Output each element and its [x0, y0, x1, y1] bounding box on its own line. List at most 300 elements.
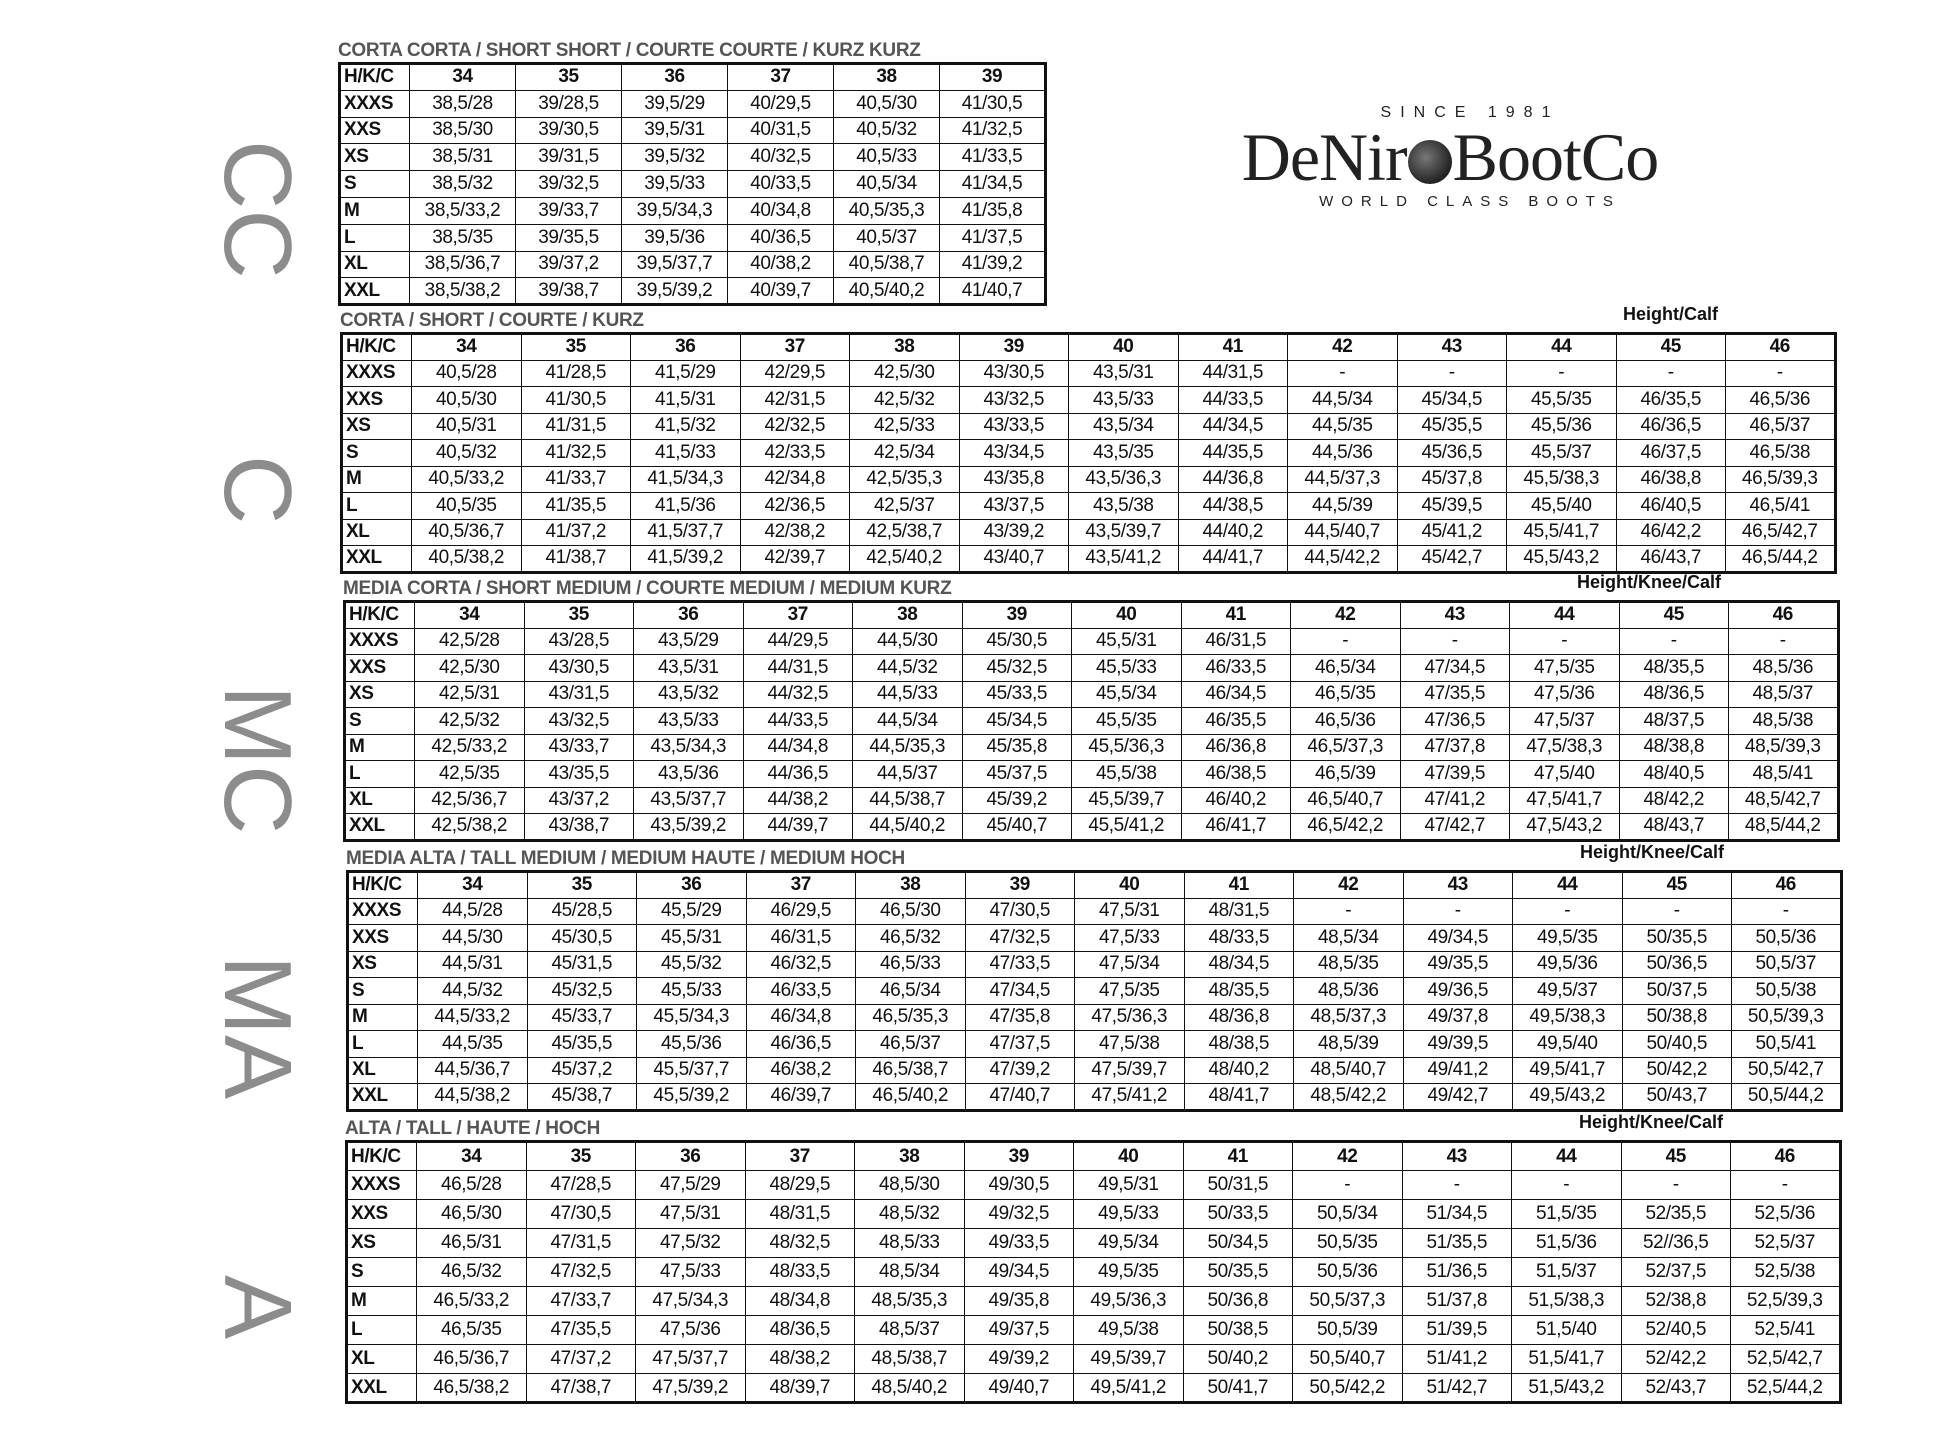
- table-cell: 45/33,7: [527, 1004, 637, 1031]
- size-label: XL: [348, 1057, 418, 1084]
- table-cell: 48/36,8: [1184, 1004, 1294, 1031]
- section-ma: [346, 842, 1824, 1112]
- table-cell: 46/37,5: [1616, 440, 1726, 467]
- size-label: S: [345, 708, 415, 735]
- column-header: 38: [853, 602, 963, 629]
- table-cell: 49/34,5: [964, 1258, 1074, 1287]
- size-label: XL: [342, 519, 412, 546]
- column-header: 37: [745, 1142, 855, 1171]
- table-cell: 48/38,2: [745, 1345, 855, 1374]
- table-cell: 45,5/41,2: [1072, 814, 1182, 841]
- table-cell: 44/29,5: [743, 628, 853, 655]
- table-cell: 39,5/31: [622, 117, 728, 144]
- table-cell: 44,5/32: [418, 978, 528, 1005]
- table-cell: -: [1619, 628, 1729, 655]
- table-cell: 48/39,7: [745, 1374, 855, 1403]
- table-cell: 42/38,2: [740, 519, 850, 546]
- table-cell: 49,5/36,3: [1074, 1287, 1184, 1316]
- table-cell: 43/37,5: [959, 493, 1069, 520]
- table-cell: 38,5/36,7: [410, 251, 516, 278]
- column-header: 35: [527, 872, 637, 899]
- table-cell: 43,5/29: [634, 628, 744, 655]
- table-cell: 48/36,5: [745, 1316, 855, 1345]
- table-cell: 46,5/44,2: [1726, 546, 1836, 573]
- section-cc: [338, 40, 1046, 306]
- table-cell: 48,5/44,2: [1729, 814, 1839, 841]
- table-cell: 47,5/39,7: [1075, 1057, 1185, 1084]
- table-cell: 39,5/32: [622, 144, 728, 171]
- table-row: [340, 197, 1046, 224]
- section-c: [340, 304, 1818, 574]
- size-table: [343, 600, 1840, 842]
- table-cell: 51,5/43,2: [1512, 1374, 1622, 1403]
- table-cell: 43/30,5: [524, 655, 634, 682]
- table-row: [342, 440, 1836, 467]
- table-cell: 41/39,2: [940, 251, 1046, 278]
- table-cell: 41/31,5: [521, 413, 631, 440]
- table-cell: 48/40,5: [1619, 761, 1729, 788]
- table-cell: 43/32,5: [524, 708, 634, 735]
- table-cell: 49/41,2: [1403, 1057, 1513, 1084]
- table-cell: 46,5/40,2: [856, 1084, 966, 1111]
- table-cell: 47/41,2: [1400, 787, 1510, 814]
- table-row: [340, 224, 1046, 251]
- table-cell: 50,5/37,3: [1293, 1287, 1403, 1316]
- table-cell: 45/39,2: [962, 787, 1072, 814]
- table-cell: 45/32,5: [527, 978, 637, 1005]
- table-cell: 43,5/38: [1069, 493, 1179, 520]
- table-cell: 47,5/39,2: [636, 1374, 746, 1403]
- column-header: 34: [415, 602, 525, 629]
- table-cell: 40,5/28: [412, 360, 522, 387]
- table-cell: 48/31,5: [745, 1200, 855, 1229]
- logo-since-text: SINCE 1981: [1380, 104, 1560, 121]
- size-label: XXXS: [342, 360, 412, 387]
- table-cell: 47,5/41,7: [1510, 787, 1620, 814]
- table-cell: 43,5/36,3: [1069, 466, 1179, 493]
- table-cell: 39/32,5: [516, 171, 622, 198]
- table-cell: 46/36,5: [746, 1031, 856, 1058]
- table-cell: 48,5/38,7: [855, 1345, 965, 1374]
- table-cell: 46,5/38,7: [856, 1057, 966, 1084]
- size-table: [340, 332, 1837, 574]
- table-cell: 40,5/36,7: [412, 519, 522, 546]
- table-cell: 44,5/34: [853, 708, 963, 735]
- column-header: 38: [856, 872, 966, 899]
- table-cell: 48/34,5: [1184, 951, 1294, 978]
- table-cell: 45,5/38,3: [1507, 466, 1617, 493]
- table-cell: 46/32,5: [746, 951, 856, 978]
- table-cell: 39/37,2: [516, 251, 622, 278]
- table-cell: 44,5/36,7: [418, 1057, 528, 1084]
- table-cell: 41/32,5: [940, 117, 1046, 144]
- table-cell: 45,5/34: [1072, 681, 1182, 708]
- table-cell: 42,5/33: [850, 413, 960, 440]
- table-cell: 51,5/35: [1512, 1200, 1622, 1229]
- table-cell: 41/30,5: [940, 90, 1046, 117]
- table-cell: 49,5/43,2: [1513, 1084, 1623, 1111]
- column-header: 39: [964, 1142, 1074, 1171]
- table-cell: 44/35,5: [1178, 440, 1288, 467]
- table-cell: 48/35,5: [1619, 655, 1729, 682]
- table-cell: 46,5/37,3: [1291, 734, 1401, 761]
- section-title: CORTA / SHORT / COURTE / KURZ: [340, 310, 644, 331]
- table-cell: 46/29,5: [746, 898, 856, 925]
- table-cell: 48/37,5: [1619, 708, 1729, 735]
- column-header: 44: [1513, 872, 1623, 899]
- size-label: S: [340, 171, 410, 198]
- table-cell: 42,5/31: [415, 681, 525, 708]
- table-cell: 43,5/39,7: [1069, 519, 1179, 546]
- table-cell: 40,5/32: [412, 440, 522, 467]
- size-label: XXL: [347, 1374, 417, 1403]
- table-cell: 43,5/33: [1069, 387, 1179, 414]
- table-cell: 41/37,5: [940, 224, 1046, 251]
- table-cell: 49/33,5: [964, 1229, 1074, 1258]
- table-cell: 45/30,5: [962, 628, 1072, 655]
- table-cell: 45,5/37,7: [637, 1057, 747, 1084]
- table-cell: 39/30,5: [516, 117, 622, 144]
- column-header: 36: [622, 64, 728, 91]
- table-cell: 40/31,5: [728, 117, 834, 144]
- table-cell: 47,5/38: [1075, 1031, 1185, 1058]
- table-cell: 41/33,7: [521, 466, 631, 493]
- table-cell: 41/28,5: [521, 360, 631, 387]
- table-cell: 41/37,2: [521, 519, 631, 546]
- table-cell: 44,5/34: [1288, 387, 1398, 414]
- table-cell: 48/35,5: [1184, 978, 1294, 1005]
- table-cell: 48/29,5: [745, 1171, 855, 1200]
- size-label: XXL: [348, 1084, 418, 1111]
- table-cell: 46,5/35: [417, 1316, 527, 1345]
- column-header: 41: [1181, 602, 1291, 629]
- table-cell: 41,5/34,3: [631, 466, 741, 493]
- column-header: 36: [636, 1142, 746, 1171]
- table-cell: 43/40,7: [959, 546, 1069, 573]
- section-caption: Height/Knee/Calf: [1579, 842, 1724, 862]
- table-cell: 48,5/42,2: [1294, 1084, 1404, 1111]
- table-cell: 48/41,7: [1184, 1084, 1294, 1111]
- table-cell: 50/37,5: [1622, 978, 1732, 1005]
- table-cell: 44,5/35: [1288, 413, 1398, 440]
- table-cell: 46,5/30: [856, 898, 966, 925]
- side-label-cc: CC: [204, 140, 311, 279]
- table-cell: 39/35,5: [516, 224, 622, 251]
- section-caption: Height/Calf: [1622, 304, 1718, 324]
- table-row: [342, 387, 1836, 414]
- column-header: 44: [1512, 1142, 1622, 1171]
- table-row: [347, 1171, 1841, 1200]
- table-cell: 52/42,2: [1621, 1345, 1731, 1374]
- table-cell: 48,5/36: [1294, 978, 1404, 1005]
- table-cell: 42/36,5: [740, 493, 850, 520]
- table-cell: 46,5/39,3: [1726, 466, 1836, 493]
- column-header: 40: [1072, 602, 1182, 629]
- table-cell: 47/39,5: [1400, 761, 1510, 788]
- table-cell: 44,5/38,2: [418, 1084, 528, 1111]
- table-cell: 45,5/33: [1072, 655, 1182, 682]
- table-cell: 47/34,5: [1400, 655, 1510, 682]
- table-cell: 41/32,5: [521, 440, 631, 467]
- table-cell: 51/37,8: [1402, 1287, 1512, 1316]
- table-cell: 43,5/36: [634, 761, 744, 788]
- table-cell: 43/33,7: [524, 734, 634, 761]
- table-cell: 50,5/39: [1293, 1316, 1403, 1345]
- table-cell: 39,5/29: [622, 90, 728, 117]
- table-cell: 44,5/37,3: [1288, 466, 1398, 493]
- table-cell: 49/37,5: [964, 1316, 1074, 1345]
- table-cell: 47/42,7: [1400, 814, 1510, 841]
- table-cell: 41/38,7: [521, 546, 631, 573]
- table-cell: 48,5/40,2: [855, 1374, 965, 1403]
- table-cell: 45,5/39,7: [1072, 787, 1182, 814]
- table-cell: 41/35,8: [940, 197, 1046, 224]
- table-cell: 48,5/39: [1294, 1031, 1404, 1058]
- brand-logo: [1195, 104, 1705, 210]
- table-cell: 45/30,5: [527, 925, 637, 952]
- table-cell: 44,5/38,7: [853, 787, 963, 814]
- table-cell: 47/32,5: [965, 925, 1075, 952]
- table-cell: 49,5/35: [1513, 925, 1623, 952]
- size-table: [345, 1140, 1842, 1404]
- column-header: 34: [418, 872, 528, 899]
- table-cell: 44/36,8: [1178, 466, 1288, 493]
- table-cell: 46/38,5: [1181, 761, 1291, 788]
- table-cell: 49,5/41,7: [1513, 1057, 1623, 1084]
- table-cell: 41/30,5: [521, 387, 631, 414]
- table-cell: 41/40,7: [940, 278, 1046, 305]
- table-cell: 44/34,5: [1178, 413, 1288, 440]
- table-cell: 46,5/34: [856, 978, 966, 1005]
- table-cell: 45,5/36,3: [1072, 734, 1182, 761]
- table-cell: 47,5/37,7: [636, 1345, 746, 1374]
- table-cell: 49,5/39,7: [1074, 1345, 1184, 1374]
- table-cell: 43/37,2: [524, 787, 634, 814]
- table-row: [348, 951, 1842, 978]
- table-cell: 46,5/39: [1291, 761, 1401, 788]
- table-cell: 45,5/31: [637, 925, 747, 952]
- table-cell: -: [1397, 360, 1507, 387]
- section-caption: Height/Knee/Calf: [1578, 1112, 1723, 1132]
- table-row: [347, 1316, 1841, 1345]
- table-cell: -: [1294, 898, 1404, 925]
- table-cell: -: [1507, 360, 1617, 387]
- table-cell: 46,5/28: [417, 1171, 527, 1200]
- table-cell: 49,5/36: [1513, 951, 1623, 978]
- table-cell: 43/30,5: [959, 360, 1069, 387]
- table-row: [345, 681, 1839, 708]
- table-cell: 46/36,8: [1181, 734, 1291, 761]
- column-header: 46: [1729, 602, 1839, 629]
- table-cell: 42,5/33,2: [415, 734, 525, 761]
- table-cell: -: [1731, 1171, 1841, 1200]
- table-cell: 45/34,5: [962, 708, 1072, 735]
- table-cell: 46/36,5: [1616, 413, 1726, 440]
- table-cell: 44,5/40,2: [853, 814, 963, 841]
- table-cell: 45/37,8: [1397, 466, 1507, 493]
- table-cell: 42,5/34: [850, 440, 960, 467]
- table-cell: 42/32,5: [740, 413, 850, 440]
- table-cell: 45,5/36: [1507, 413, 1617, 440]
- table-cell: 46/34,8: [746, 1004, 856, 1031]
- table-cell: 47/30,5: [526, 1200, 636, 1229]
- table-cell: 47/32,5: [526, 1258, 636, 1287]
- table-cell: -: [1402, 1171, 1512, 1200]
- table-cell: 46/38,8: [1616, 466, 1726, 493]
- table-cell: 46,5/36: [1726, 387, 1836, 414]
- table-cell: 44,5/28: [418, 898, 528, 925]
- table-cell: 46,5/41: [1726, 493, 1836, 520]
- table-cell: 42/34,8: [740, 466, 850, 493]
- table-cell: 46,5/37: [856, 1031, 966, 1058]
- table-cell: 48,5/37: [855, 1316, 965, 1345]
- table-cell: 44/33,5: [743, 708, 853, 735]
- side-label-c: C: [204, 455, 311, 525]
- table-cell: 44,5/33,2: [418, 1004, 528, 1031]
- section-a: [345, 1112, 1823, 1404]
- table-row: [340, 90, 1046, 117]
- table-cell: 47,5/35: [1510, 655, 1620, 682]
- table-cell: 50,5/36: [1293, 1258, 1403, 1287]
- column-header: 37: [740, 334, 850, 361]
- table-cell: 47,5/31: [636, 1200, 746, 1229]
- table-cell: 46/31,5: [746, 925, 856, 952]
- table-cell: 46,5/34: [1291, 655, 1401, 682]
- table-cell: 44/38,2: [743, 787, 853, 814]
- table-cell: 51/35,5: [1402, 1229, 1512, 1258]
- table-row: [345, 628, 1839, 655]
- table-cell: 47/31,5: [526, 1229, 636, 1258]
- table-cell: 44/34,8: [743, 734, 853, 761]
- column-header: 45: [1621, 1142, 1731, 1171]
- table-cell: 47,5/29: [636, 1171, 746, 1200]
- table-cell: 44/31,5: [743, 655, 853, 682]
- table-cell: 50,5/38: [1732, 978, 1842, 1005]
- table-cell: -: [1616, 360, 1726, 387]
- table-cell: 49/32,5: [964, 1200, 1074, 1229]
- table-cell: 49/37,8: [1403, 1004, 1513, 1031]
- table-cell: 47/33,7: [526, 1287, 636, 1316]
- table-cell: 40/34,8: [728, 197, 834, 224]
- table-row: [345, 787, 1839, 814]
- table-cell: 51,5/38,3: [1512, 1287, 1622, 1316]
- table-cell: 51,5/40: [1512, 1316, 1622, 1345]
- table-cell: 48/36,5: [1619, 681, 1729, 708]
- table-cell: 41/35,5: [521, 493, 631, 520]
- size-label: XXS: [347, 1200, 417, 1229]
- table-cell: 45,5/41,7: [1507, 519, 1617, 546]
- table-cell: 50,5/44,2: [1732, 1084, 1842, 1111]
- table-cell: 46,5/37: [1726, 413, 1836, 440]
- table-cell: 47/35,5: [1400, 681, 1510, 708]
- table-cell: 49,5/31: [1074, 1171, 1184, 1200]
- column-header: 34: [417, 1142, 527, 1171]
- table-cell: 42,5/35,3: [850, 466, 960, 493]
- table-cell: 46/33,5: [746, 978, 856, 1005]
- table-cell: 43/38,7: [524, 814, 634, 841]
- table-cell: 45,5/32: [637, 951, 747, 978]
- table-cell: 52/43,7: [1621, 1374, 1731, 1403]
- table-cell: 43,5/34,3: [634, 734, 744, 761]
- table-cell: 51/41,2: [1402, 1345, 1512, 1374]
- table-cell: 49/40,7: [964, 1374, 1074, 1403]
- column-header: 36: [634, 602, 744, 629]
- size-label: XL: [340, 251, 410, 278]
- table-cell: 38,5/35: [410, 224, 516, 251]
- table-row: [348, 1004, 1842, 1031]
- table-cell: 40,5/31: [412, 413, 522, 440]
- table-cell: 40,5/32: [834, 117, 940, 144]
- column-header: 41: [1183, 1142, 1293, 1171]
- table-cell: 40/32,5: [728, 144, 834, 171]
- table-cell: -: [1400, 628, 1510, 655]
- column-header: 45: [1616, 334, 1726, 361]
- table-cell: 50/38,8: [1622, 1004, 1732, 1031]
- table-row: [347, 1200, 1841, 1229]
- size-label: XL: [347, 1345, 417, 1374]
- table-cell: 50,5/42,7: [1732, 1057, 1842, 1084]
- table-cell: 45/31,5: [527, 951, 637, 978]
- size-label: XXXS: [347, 1171, 417, 1200]
- table-cell: 50,5/42,2: [1293, 1374, 1403, 1403]
- table-cell: 45/35,5: [527, 1031, 637, 1058]
- table-header-row: [347, 1142, 1841, 1171]
- table-row: [342, 466, 1836, 493]
- table-row: [342, 519, 1836, 546]
- table-cell: 44/36,5: [743, 761, 853, 788]
- table-cell: 48/32,5: [745, 1229, 855, 1258]
- logo-brand-right: BootCo: [1452, 119, 1659, 195]
- table-cell: 39/38,7: [516, 278, 622, 305]
- table-cell: 47,5/32: [636, 1229, 746, 1258]
- table-header-row: [340, 64, 1046, 91]
- table-cell: 46,5/40,7: [1291, 787, 1401, 814]
- table-cell: 46,5/42,7: [1726, 519, 1836, 546]
- table-cell: 44,5/37: [853, 761, 963, 788]
- table-cell: 45/35,5: [1397, 413, 1507, 440]
- table-row: [345, 655, 1839, 682]
- table-cell: 42,5/32: [415, 708, 525, 735]
- table-cell: 49,5/41,2: [1074, 1374, 1184, 1403]
- table-cell: -: [1622, 898, 1732, 925]
- table-cell: 49/36,5: [1403, 978, 1513, 1005]
- table-cell: 50/34,5: [1183, 1229, 1293, 1258]
- size-label: XXXS: [340, 90, 410, 117]
- table-cell: 42/39,7: [740, 546, 850, 573]
- column-header: 39: [962, 602, 1072, 629]
- table-cell: 44/33,5: [1178, 387, 1288, 414]
- size-label: XS: [342, 413, 412, 440]
- table-row: [347, 1345, 1841, 1374]
- table-cell: 42,5/37: [850, 493, 960, 520]
- table-cell: 45,5/29: [637, 898, 747, 925]
- table-cell: 52/37,5: [1621, 1258, 1731, 1287]
- table-cell: 48,5/42,7: [1729, 787, 1839, 814]
- table-cell: 49/39,2: [964, 1345, 1074, 1374]
- table-cell: 52/40,5: [1621, 1316, 1731, 1345]
- column-header: 45: [1622, 872, 1732, 899]
- table-cell: 50,5/34: [1293, 1200, 1403, 1229]
- size-label: S: [348, 978, 418, 1005]
- table-cell: 50/33,5: [1183, 1200, 1293, 1229]
- table-cell: 44,5/31: [418, 951, 528, 978]
- size-label: XXL: [345, 814, 415, 841]
- table-cell: 48,5/30: [855, 1171, 965, 1200]
- table-row: [348, 1057, 1842, 1084]
- table-cell: 52,5/42,7: [1731, 1345, 1841, 1374]
- table-cell: 39,5/39,2: [622, 278, 728, 305]
- column-header: 42: [1293, 1142, 1403, 1171]
